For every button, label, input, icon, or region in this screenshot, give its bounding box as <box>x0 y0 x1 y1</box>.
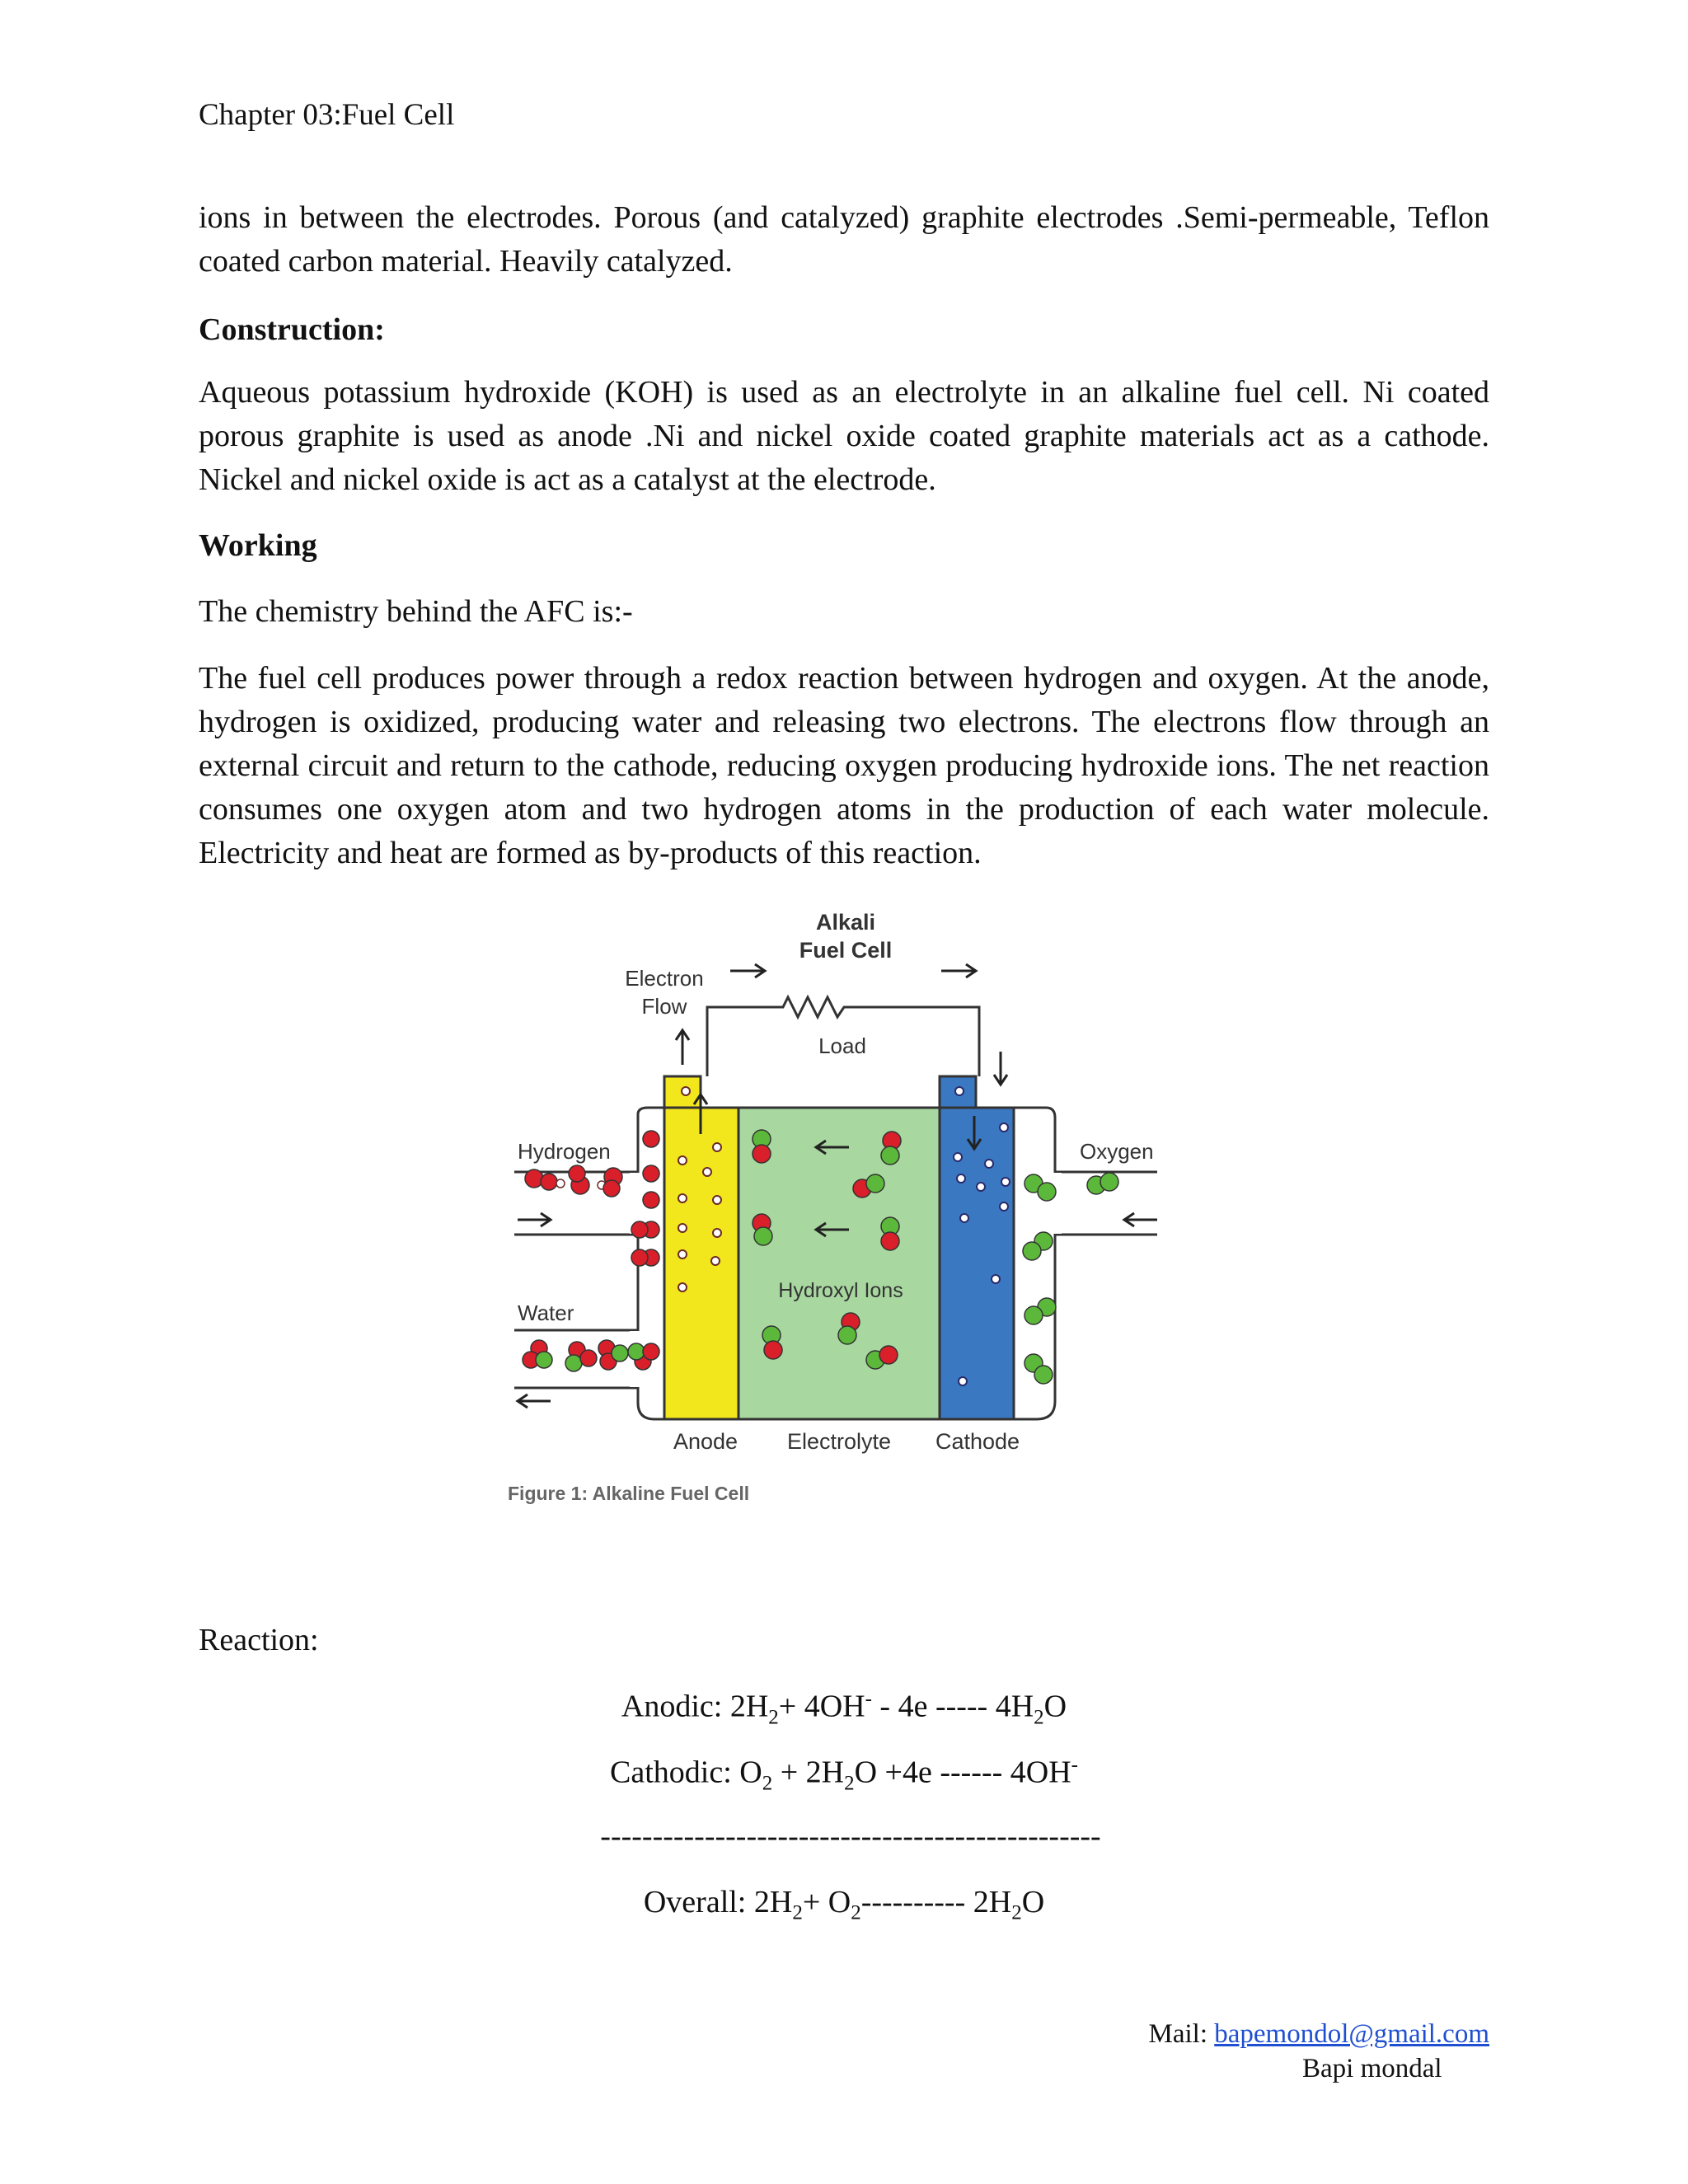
anode-label: Anode <box>673 1429 738 1454</box>
electron-direction-arrows <box>676 964 1007 1085</box>
construction-heading: Construction: <box>199 312 385 347</box>
working-paragraph: The fuel cell produces power through a redox reaction between hydrogen and oxygen. At the anode, hydrogen is oxidized, producing water and releasing two electrons. The electrons flow through an external circuit and return to the cathode, reducing oxygen producing hydroxide ions. The net reaction consumes one oxygen atom and two hydrogen atoms in the production of each water molecule. Electricity and heat are formed as by-products of this reaction. <box>199 661 1489 870</box>
overall-equation: Overall: $2H_2+ O_2----------$ $2H_2O$ <box>643 1885 1045 1924</box>
electron-flow-line2: Flow <box>641 994 687 1019</box>
working-heading: Working <box>199 528 317 563</box>
figure-caption: Figure 1: Alkaline Fuel Cell <box>508 1483 750 1504</box>
water-label: Water <box>518 1301 574 1325</box>
anodic-equation: Anodic: $2H_2+ 4OH^- - 4e$ ----- $4H_2O$ <box>621 1688 1067 1729</box>
email-link[interactable]: bapemondol@gmail.com <box>1214 2019 1489 2049</box>
intro-paragraph: ions in between the electrodes. Porous (and catalyzed) graphite electrodes .Semi-permeable, Teflon coated carbon material. Heavily catalyzed. <box>199 200 1489 279</box>
footer-mail: Mail: bapemondol@gmail.com <box>1148 2019 1489 2049</box>
electron-flow-line1: Electron <box>625 966 704 991</box>
hydroxyl-ions-label: Hydroxyl Ions <box>778 1279 903 1302</box>
figure-title-line1: Alkali <box>815 910 876 935</box>
author-name: Bapi mondal <box>1302 2054 1442 2083</box>
alkaline-fuel-cell-figure <box>506 900 1165 1510</box>
hydrogen-label: Hydrogen <box>518 1139 611 1164</box>
water-molecules <box>523 1340 659 1371</box>
construction-paragraph: Aqueous potassium hydroxide (KOH) is used as an electrolyte in an alkaline fuel cell. Ni coated porous graphite is used as anode .Ni and nickel oxide coated graphite materials act as a cathode. Nickel and nickel oxide is act as a catalyst at the electrode. <box>199 375 1489 497</box>
reaction-label: Reaction: <box>199 1623 319 1657</box>
cathodic-equation: Cathodic: $O_2 + 2H_2O +4e$ ------ 4OH- <box>610 1754 1078 1795</box>
fuel-cell-diagram <box>506 900 1165 1510</box>
equation-divider: ------------------------------------------------ <box>600 1819 1101 1854</box>
chapter-header: Chapter 03:Fuel Cell <box>199 98 455 132</box>
figure-title-line2: Fuel Cell <box>799 938 893 963</box>
chemistry-line: The chemistry behind the AFC is:- <box>199 594 633 629</box>
cathode <box>940 1108 1014 1419</box>
anode <box>664 1108 738 1419</box>
load-label: Load <box>818 1033 866 1058</box>
electrolyte-label: Electrolyte <box>786 1429 892 1454</box>
oxygen-label: Oxygen <box>1080 1139 1154 1164</box>
cathode-label: Cathode <box>935 1429 1020 1454</box>
